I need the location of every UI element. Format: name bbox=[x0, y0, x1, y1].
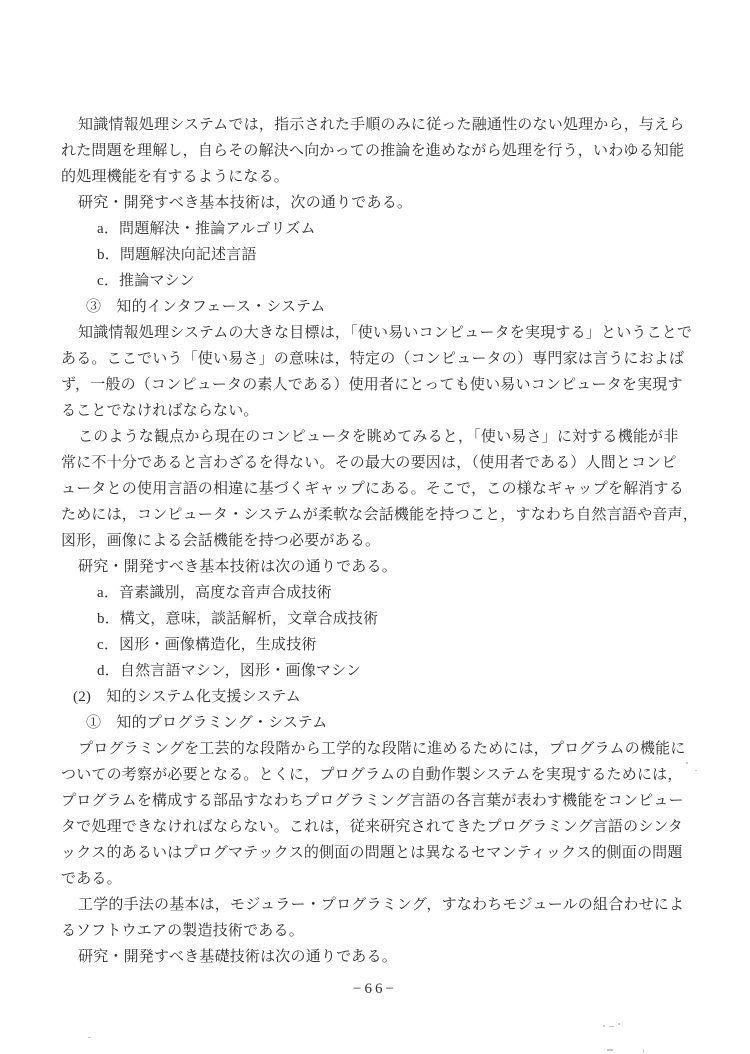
text-line: である。 bbox=[61, 871, 122, 887]
text-lines bbox=[61, 112, 711, 970]
text-line: ついての考察が必要となる。とくに，プログラムの自動作製システムを実現するためには， bbox=[61, 767, 683, 783]
text-line: 知識情報処理システムでは，指示された手順のみに従った融通性のない処理から，与えら bbox=[78, 117, 685, 133]
text-line: b．構文，意味，談話解析，文章合成技術 bbox=[97, 611, 379, 627]
text-line: c．図形・画像構造化，生成技術 bbox=[97, 637, 317, 653]
text-line: 図形，画像による会話機能を持つ必要がある。 bbox=[61, 533, 381, 549]
text-line: 研究・開発すべき基本技術は次の通りである。 bbox=[78, 559, 397, 575]
text-line: プログラミングを工芸的な段階から工学的な段階に進めるためには，プログラムの機能に bbox=[78, 741, 686, 757]
text-line: a．問題解決・推論アルゴリズム bbox=[97, 221, 316, 237]
text-line: ることでなければならない。 bbox=[61, 403, 259, 419]
text-line: 知識情報処理システムの大きな目標は，「使い易いコンピュータを実現する」ということで bbox=[78, 325, 693, 341]
text-line: a．音素識別，高度な音声合成技術 bbox=[97, 585, 332, 601]
text-line: d．自然言語マシン，図形・画像マシン bbox=[97, 663, 362, 679]
page-number: −66− bbox=[353, 981, 397, 997]
scan-noise-speck bbox=[88, 1037, 91, 1038]
text-line: ュータとの使用言語の相違に基づくギャップにある。そこで，この様なギャップを解消する bbox=[61, 481, 684, 497]
text-line: b．問題解決向記述言語 bbox=[97, 247, 257, 263]
text-line: ず，一般の（コンピュータの素人である）使用者にとっても使い易いコンピュータを実現す bbox=[61, 377, 683, 393]
scan-noise-speck bbox=[603, 1025, 605, 1027]
scan-noise-speck bbox=[607, 1049, 613, 1051]
scan-noise-speck bbox=[232, 190, 233, 192]
scan-noise-speck bbox=[609, 1026, 614, 1027]
text-line: (2) 知的システム化支援システム bbox=[73, 689, 301, 705]
scan-noise-speck bbox=[618, 1023, 620, 1025]
text-line: るソフトウエアの製造技術である。 bbox=[61, 923, 304, 939]
text-line: ① 知的プログラミング・システム bbox=[86, 715, 328, 731]
text-line: ある。ここでいう「使い易さ」の意味は，特定の（コンピュータの）専門家は言うにおよば bbox=[61, 351, 685, 367]
text-line: れた問題を理解し，自らその解決へ向かっての推論を進めながら処理を行う，いわゆる知能 bbox=[61, 143, 685, 159]
scan-noise-speck bbox=[695, 770, 697, 771]
scan-noise-speck bbox=[686, 762, 688, 764]
text-line: このような観点から現在のコンピュータを眺めてみると，「使い易さ」に対する機能が非 bbox=[78, 429, 679, 445]
text-line: 研究・開発すべき基本技術は，次の通りである。 bbox=[78, 195, 413, 211]
text-line: タで処理できなければならない。これは，従来研究されてきたプログラミング言語のシンタ bbox=[61, 819, 683, 835]
text-line: ③ 知的インタフェース・システム bbox=[86, 299, 326, 315]
text-line: ックス的あるいはプログマテックス的側面の問題とは異なるセマンティックス的側面の問題 bbox=[61, 845, 683, 861]
text-line: c．推論マシン bbox=[97, 273, 195, 289]
text-line: 的処理機能を有するようになる。 bbox=[61, 169, 290, 185]
text-line: 常に不十分であると言わざるを得ない。その最大の要因は，（使用者である）人間とコンピ bbox=[61, 455, 677, 471]
text-line: ためには，コンピュータ・システムが柔軟な会話機能を持つこと，すなわち自然言語や音声， bbox=[61, 507, 698, 523]
text-line: プログラムを構成する部品すなわちプログラミング言語の各言葉が表わす機能をコンピュー bbox=[61, 793, 684, 809]
text-line: 工学的手法の基本は，モジュラー・プログラミング，すなわちモジュールの組合わせによ bbox=[78, 897, 685, 913]
text-line: 研究・開発すべき基礎技術は次の通りである。 bbox=[78, 949, 397, 965]
scan-noise-speck bbox=[643, 1049, 644, 1053]
